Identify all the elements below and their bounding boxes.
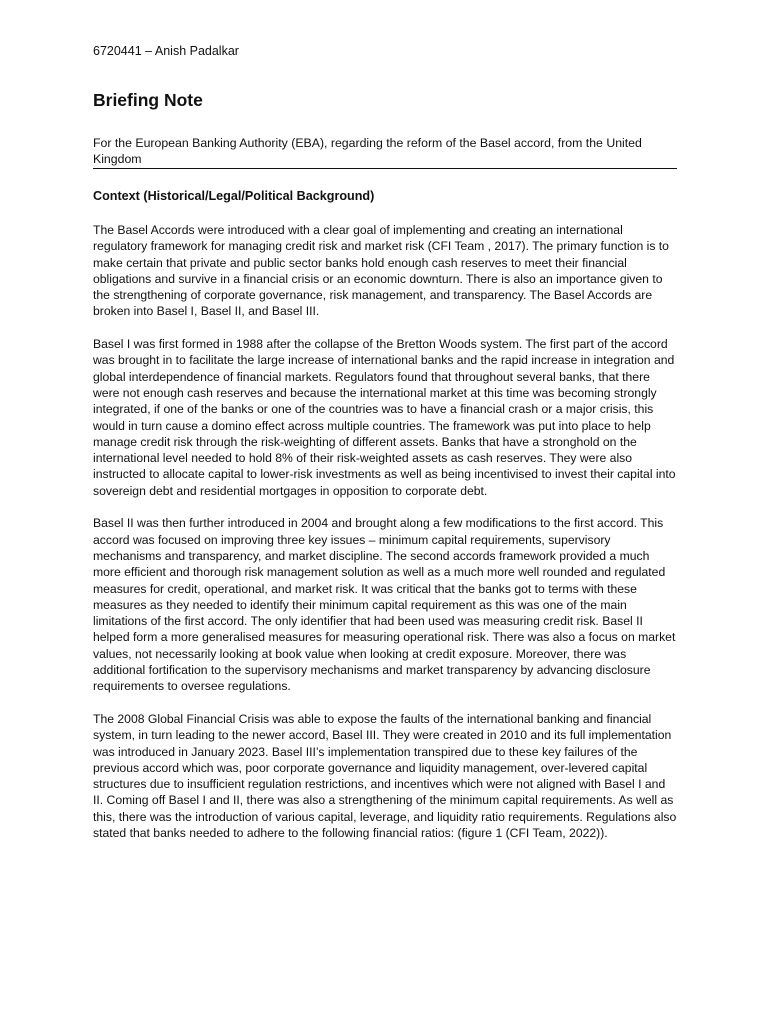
page-title: Briefing Note xyxy=(93,90,203,110)
paragraph-basel-ii: Basel II was then further introduced in 2004 and brought along a few modifications to the first accord. This accord was focused on improving three key issues – minimum capital requirements, supervisory mechanisms and transparency, and market discipline. The second accords framework provided a much more efficient and thorough risk management solution as well as a much more well rounded and regulated measures for credit, operational, and market risk. It was critical that the banks got to terms with these measures as they needed to identify their minimum capital requirement as this was one of the main limitations of the first accord. The only identifier that had been used was measuring credit risk. Basel II helped form a more generalised measures for measuring operational risk. There was also a focus on market values, not necessarily looking at book value when looking at credit exposure. Moreover, there was additional fortification to the supervisory mechanisms and market transparency by advancing disclosure requirements to oversee regulations. xyxy=(93,516,676,694)
section-heading-context: Context (Historical/Legal/Political Background) xyxy=(93,189,375,203)
body-text xyxy=(93,222,677,858)
paragraph-basel-iii: The 2008 Global Financial Crisis was able to expose the faults of the international banking and financial system, in turn leading to the newer accord, Basel III. They were created in 2010 and its full implementation was introduced in January 2023. Basel III’s implementation transpired due to these key failures of the previous accord which was, poor corporate governance and liquidity management, over-levered capital structures due to insufficient regulation restrictions, and incentives which were not aligned with Basel I and II. Coming off Basel I and II, there was also a strengthening of the minimum capital requirements. As well as this, there was the introduction of various capital, leverage, and liquidity ratio requirements. Regulations also stated that banks needed to adhere to the following financial ratios: (figure 1 (CFI Team, 2022)). xyxy=(93,711,677,840)
document-subtitle: For the European Banking Authority (EBA), regarding the reform of the Basel accord, from the United Kingdom xyxy=(93,135,677,169)
paragraph-basel-overview: The Basel Accords were introduced with a clear goal of implementing and creating an international regulatory framework for managing credit risk and market risk (CFI Team , 2017). The primary function is to make certain that private and public sector banks hold enough cash reserves to meet their financial obligations and survive in a financial crisis or an economic downturn. There is also an importance given to the strengthening of corporate governance, risk management, and transparency. The Basel Accords are broken into Basel I, Basel II, and Basel III. xyxy=(93,223,669,319)
paragraph-basel-i: Basel I was first formed in 1988 after the collapse of the Bretton Woods system. The first part of the accord was brought in to facilitate the large increase of international banks and the rapid increase in integration and global interdependence of financial markets. Regulators found that throughout several banks, that there were not enough cash reserves and because the international market at this time was becoming strongly integrated, if one of the banks or one of the countries was to have a financial crash or a major crisis, this would in turn cause a domino effect across multiple countries. The framework was put into place to help manage credit risk through the risk-weighting of different assets. Banks that have a stronghold on the international level needed to hold 8% of their risk-weighted assets as cash reserves. They were also instructed to allocate capital to lower-risk investments as well as being incentivised to invest their capital into sovereign debt and residential mortgages in opposition to corporate debt. xyxy=(93,337,676,498)
author-header: 6720441 – Anish Padalkar xyxy=(93,44,239,58)
